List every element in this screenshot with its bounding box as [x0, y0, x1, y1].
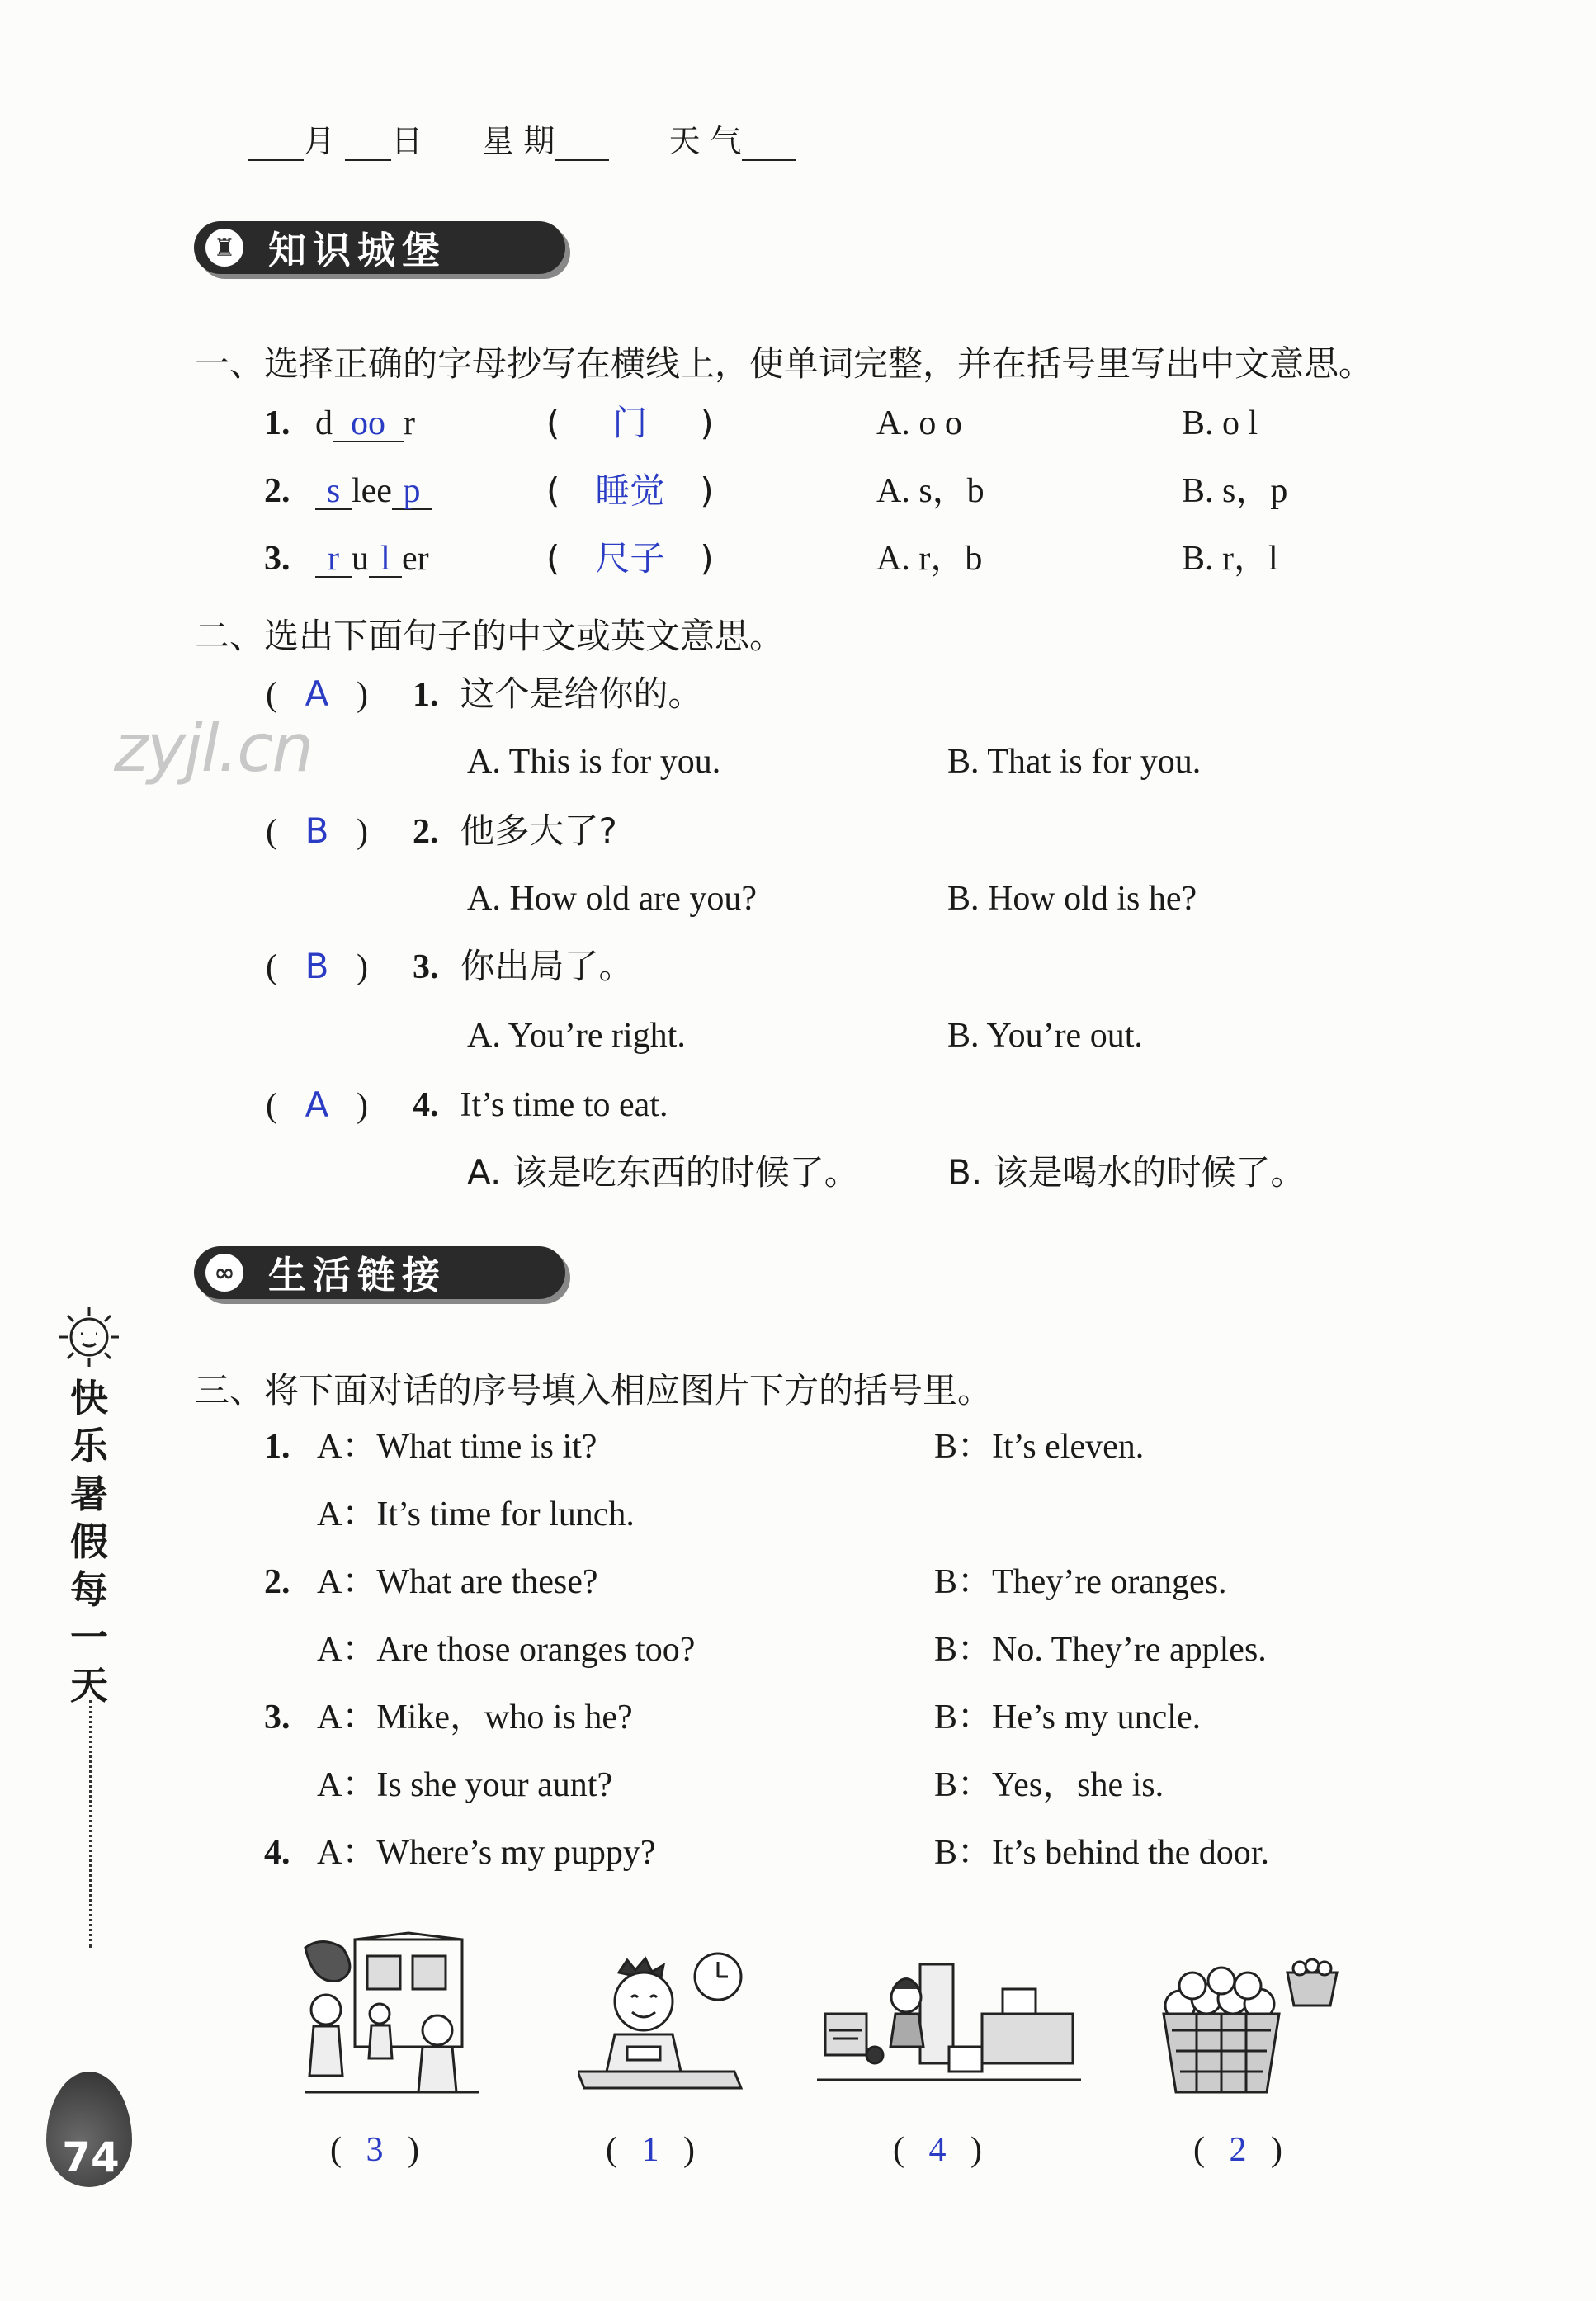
option-a: A. 该是吃东西的时候了。	[467, 1152, 859, 1193]
answer-slot[interactable]: B	[305, 946, 329, 986]
answer-blank[interactable]: r	[315, 541, 352, 578]
item-prompt: 他多大了?	[460, 810, 617, 851]
meaning-answer[interactable]: 睡觉	[595, 470, 665, 511]
picture-answer-3: ( 4 )	[893, 2131, 982, 2169]
link-icon: ∞	[205, 1254, 243, 1292]
dialog-line: A：What time is it?	[317, 1428, 597, 1466]
item-prompt: It’s time to eat.	[460, 1086, 668, 1124]
option-b: B. You’re out.	[947, 1017, 1143, 1055]
weather-label: 天 气	[668, 123, 742, 159]
option-a: A. This is for you.	[467, 743, 721, 781]
option-a: A. You’re right.	[467, 1017, 686, 1055]
q2-item-1: ( A )	[266, 673, 368, 714]
option-a: A. s，b	[876, 472, 985, 510]
q2-title: 二、选出下面句子的中文或英文意思。	[195, 616, 785, 656]
answer-blank[interactable]: l	[369, 541, 402, 578]
picture-answer-1: ( 3 )	[330, 2131, 419, 2169]
option-b: B. o l	[1182, 404, 1258, 442]
option-b: B. s，p	[1182, 472, 1288, 510]
meaning-bracket: ( 睡觉 )	[546, 470, 714, 511]
section-banner-life: ∞ 生活链接	[194, 1246, 565, 1299]
answer-slot[interactable]: B	[305, 810, 329, 851]
page-number: 74	[62, 2133, 120, 2181]
picture-boy-clock	[578, 1948, 743, 2105]
meaning-answer[interactable]: 尺子	[595, 538, 665, 579]
picture-answer-value[interactable]: 2	[1229, 2131, 1247, 2169]
option-a: A. o o	[876, 404, 962, 442]
picture-answer-2: ( 1 )	[606, 2131, 695, 2169]
picture-fruit-basket	[1155, 1956, 1353, 2105]
answer-slot[interactable]: A	[305, 1084, 329, 1125]
side-dotted-line	[89, 1700, 92, 1948]
dialog-line: B：They’re oranges.	[934, 1563, 1227, 1601]
dialog-number: 1.	[264, 1428, 290, 1466]
option-b: B. How old is he?	[947, 880, 1197, 918]
dialog-line: B：He’s my uncle.	[934, 1699, 1202, 1736]
option-a: A. How old are you?	[467, 880, 758, 918]
meaning-bracket: ( 门 )	[546, 403, 714, 443]
dialog-line: A：Is she your aunt?	[317, 1766, 613, 1804]
q2-item-2: ( B )	[266, 810, 368, 851]
dialog-line: A：It’s time for lunch.	[317, 1495, 635, 1533]
date-header	[248, 116, 796, 161]
dialog-line: B：No. They’re apples.	[934, 1631, 1267, 1669]
meaning-answer[interactable]: 门	[612, 403, 648, 443]
option-a: A. r，b	[876, 540, 983, 578]
item-number: 1.	[413, 676, 439, 714]
dialog-line: B：Yes，she is.	[934, 1766, 1164, 1804]
answer-blank[interactable]: oo	[333, 406, 404, 442]
dialog-line: A：Mike，who is he?	[317, 1699, 633, 1736]
dialog-number: 3.	[264, 1699, 290, 1736]
dialog-number: 2.	[264, 1563, 290, 1601]
dialog-line: A：What are these?	[317, 1563, 598, 1601]
answer-blank[interactable]: s	[315, 474, 352, 510]
q2-item-4: ( A )	[266, 1084, 368, 1125]
answer-slot[interactable]: A	[305, 673, 329, 714]
month-label: 月	[304, 123, 336, 159]
dialog-line: A：Where’s my puppy?	[317, 1834, 656, 1872]
option-b: B. r，l	[1182, 540, 1278, 578]
q1-title: 一、选择正确的字母抄写在横线上，使单词完整，并在括号里写出中文意思。	[195, 343, 1374, 384]
side-title: 快 乐 暑 假 每 一 天	[70, 1376, 108, 1708]
item-prompt: 这个是给你的。	[460, 673, 703, 714]
option-b: B. 该是喝水的时候了。	[947, 1152, 1306, 1193]
day-label: 日	[391, 123, 423, 159]
q2-item-3: ( B )	[266, 946, 368, 986]
week-label: 星 期	[482, 123, 555, 159]
picture-answer-4: ( 2 )	[1193, 2131, 1282, 2169]
picture-answer-value[interactable]: 4	[928, 2131, 947, 2169]
section-banner-knowledge: ♜ 知识城堡	[194, 221, 565, 274]
q3-title: 三、将下面对话的序号填入相应图片下方的括号里。	[195, 1370, 993, 1410]
dialog-line: B：It’s eleven.	[934, 1428, 1145, 1466]
dialog-line: B：It’s behind the door.	[934, 1834, 1269, 1872]
picture-answer-value[interactable]: 3	[366, 2131, 384, 2169]
item-number: 3.	[413, 948, 439, 986]
q1-item-1: 1. d oo r	[264, 404, 415, 442]
answer-blank[interactable]: p	[392, 474, 432, 510]
dialog-number: 4.	[264, 1834, 290, 1872]
option-b: B. That is for you.	[947, 743, 1202, 781]
picture-answer-value[interactable]: 1	[641, 2131, 659, 2169]
meaning-bracket: ( 尺子 )	[546, 538, 714, 579]
dialog-line: A：Are those oranges too?	[317, 1631, 696, 1669]
picture-family-outdoor	[289, 1931, 487, 2105]
q1-item-3: 3. r u l er	[264, 540, 429, 578]
picture-girl-room	[817, 1956, 1081, 2105]
watermark: zyjl.cn	[114, 710, 312, 787]
item-prompt: 你出局了。	[460, 946, 634, 986]
castle-icon: ♜	[205, 229, 243, 267]
sun-icon	[50, 1296, 129, 1375]
item-number: 4.	[413, 1086, 439, 1124]
q1-item-2: 2. s lee p	[264, 474, 432, 510]
item-number: 2.	[413, 813, 439, 851]
